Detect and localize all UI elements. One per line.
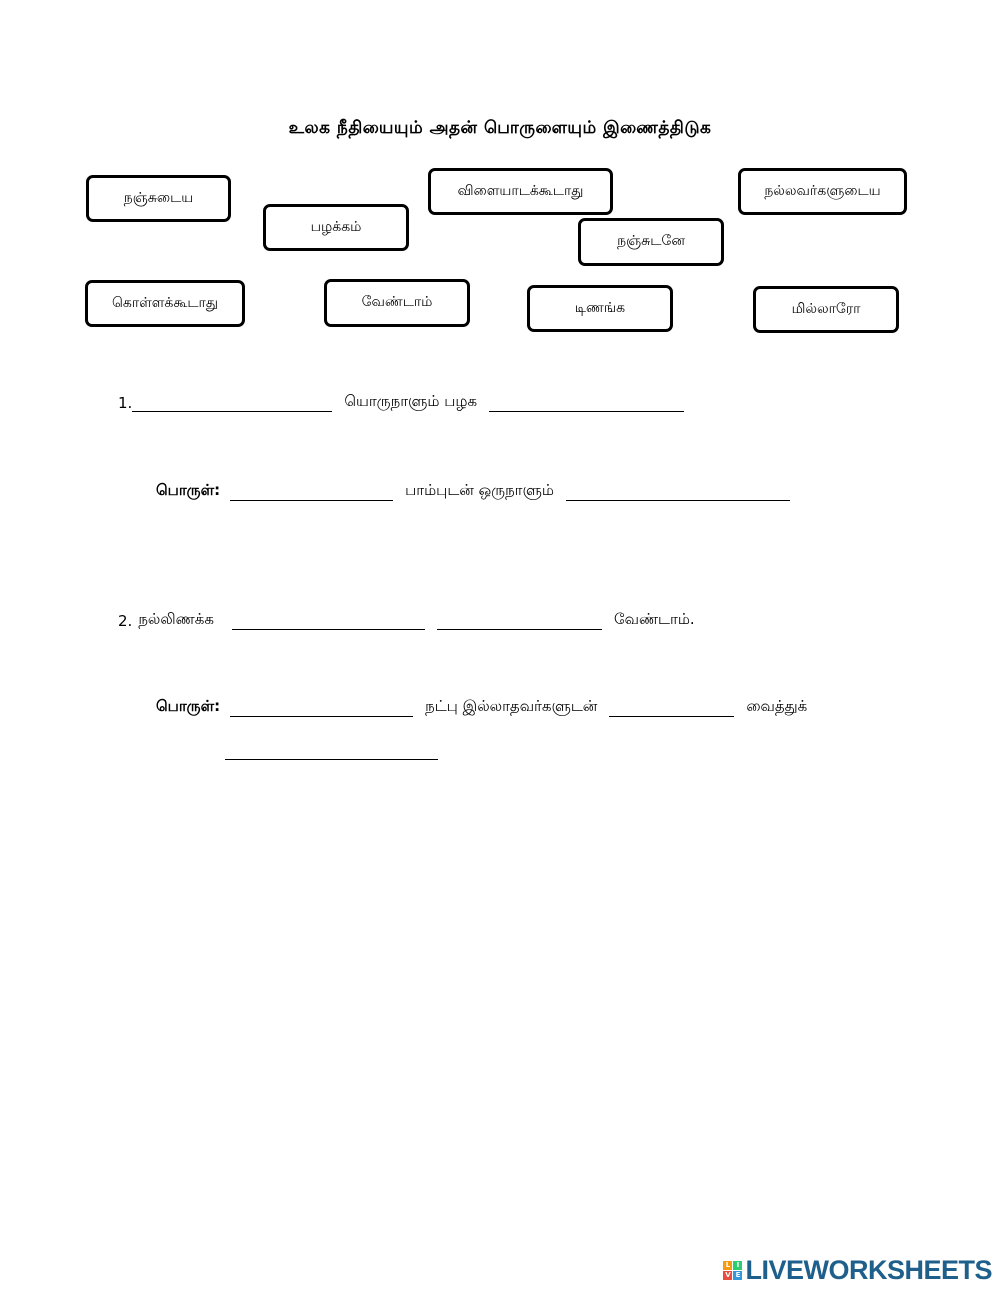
word-box[interactable]: டிணங்க [527, 285, 673, 332]
verse-text: வேண்டாம். [613, 610, 695, 628]
word-box[interactable]: விளையாடக்கூடாது [428, 168, 613, 215]
answer-input[interactable] [132, 394, 332, 412]
answer-blank[interactable] [230, 698, 413, 717]
answer-blank[interactable] [437, 611, 602, 630]
answer-blank[interactable] [609, 698, 734, 717]
word-box[interactable]: பழக்கம் [263, 204, 409, 251]
meaning-text: நட்பு இல்லாதவர்களுடன் [425, 697, 598, 715]
answer-blank[interactable] [132, 393, 332, 412]
answer-input[interactable] [489, 394, 684, 412]
question-1 [118, 392, 690, 412]
question-number: 2. [118, 612, 133, 630]
word-box[interactable]: நஞ்சுடைய [86, 175, 231, 222]
verse-text: யொருநாளும் பழக [344, 392, 478, 410]
worksheet-title: உலக நீதியையும் அதன் பொருளையும் இணைத்திடுக [288, 118, 712, 138]
answer-blank[interactable] [225, 741, 438, 760]
logo-tile: I [733, 1261, 742, 1270]
answer-blank[interactable] [489, 393, 684, 412]
liveworksheets-brand [723, 1253, 992, 1287]
liveworksheets-logo-icon [723, 1261, 742, 1280]
answer-input[interactable] [566, 483, 790, 501]
question-number: 1. [118, 394, 133, 412]
word-box[interactable]: மில்லாரோ [753, 286, 899, 333]
verse-text: நல்லிணக்க [138, 610, 214, 628]
meaning-1 [156, 481, 796, 501]
logo-tile: E [733, 1271, 742, 1280]
word-box[interactable]: நல்லவர்களுடைய [738, 168, 907, 215]
meaning-2 [156, 697, 813, 717]
meaning-text: பாம்புடன் ஒருநாளும் [405, 481, 554, 499]
meaning-label: பொருள்: [156, 481, 221, 499]
answer-input[interactable] [437, 612, 602, 630]
answer-blank[interactable] [230, 482, 393, 501]
logo-tile: V [725, 1270, 731, 1279]
answer-input[interactable] [232, 612, 425, 630]
meaning-text: வைத்துக் [746, 697, 808, 715]
answer-input[interactable] [225, 742, 438, 760]
answer-blank[interactable] [232, 611, 425, 630]
brand-name: LIVEWORKSHEETS [745, 1254, 992, 1285]
answer-blank[interactable] [566, 482, 790, 501]
meaning-2-continued [219, 741, 444, 760]
word-box[interactable]: கொள்ளக்கூடாது [85, 280, 245, 327]
answer-input[interactable] [230, 699, 413, 717]
word-box[interactable]: நஞ்சுடனே [578, 218, 724, 266]
logo-tile: L [723, 1261, 732, 1270]
meaning-label: பொருள்: [156, 697, 221, 715]
word-box[interactable]: வேண்டாம் [324, 279, 470, 327]
answer-input[interactable] [230, 483, 393, 501]
question-2 [118, 610, 701, 630]
answer-input[interactable] [609, 699, 734, 717]
